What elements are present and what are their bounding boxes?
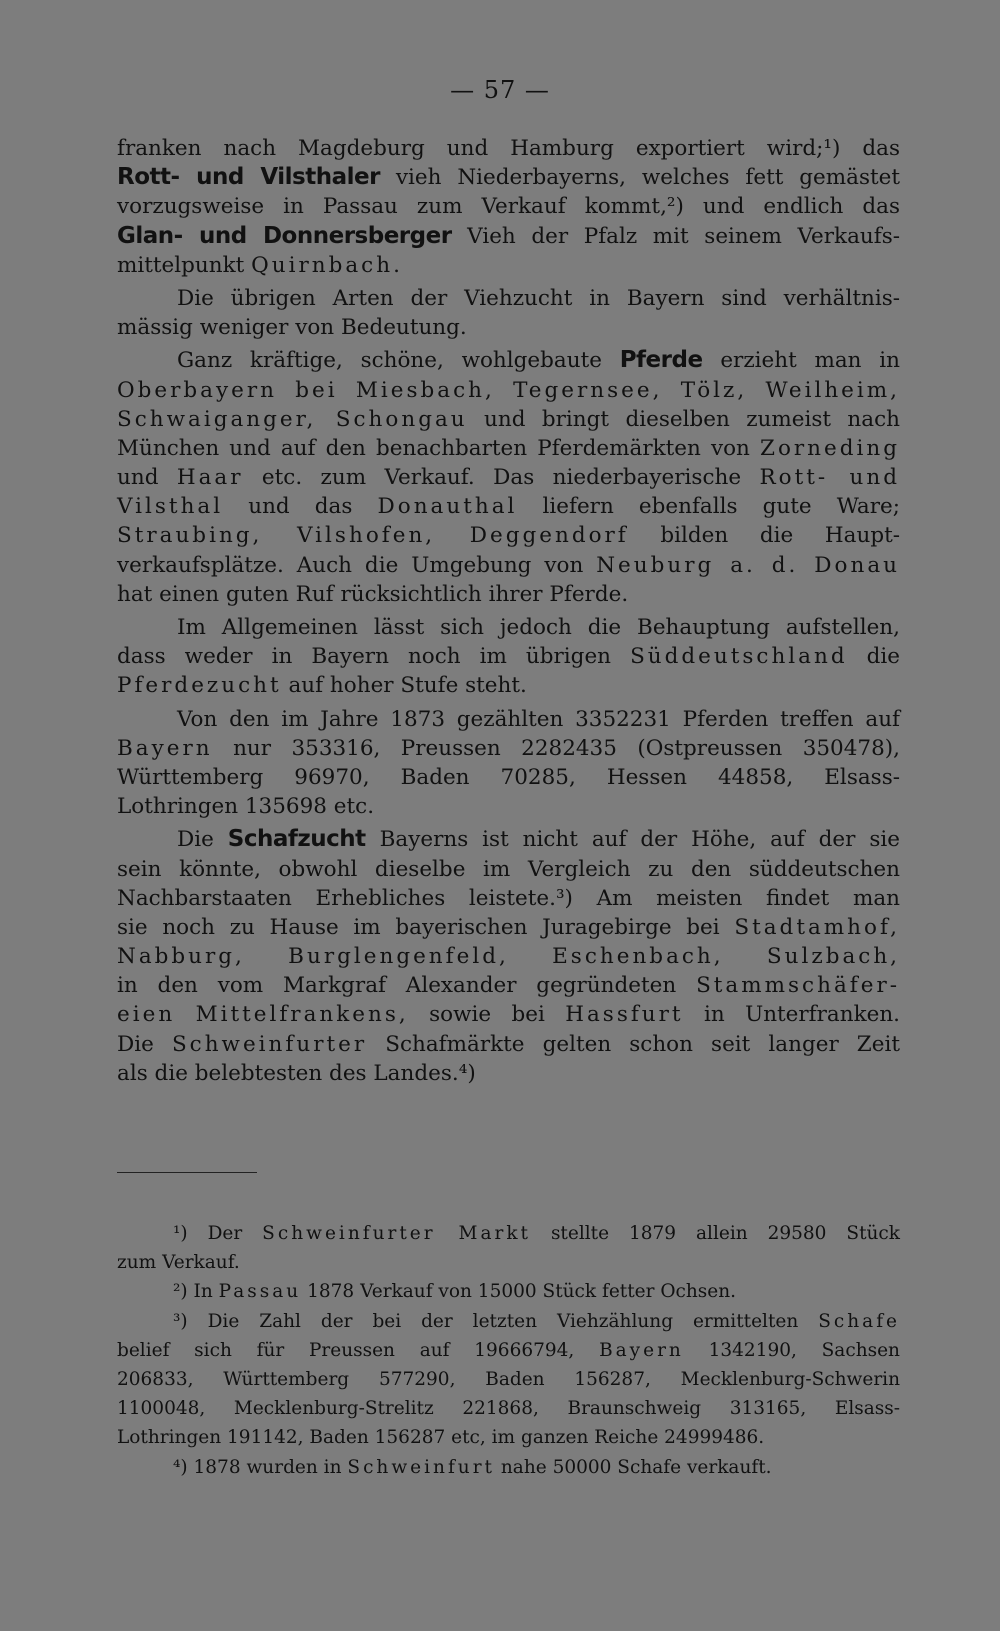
text-line: Im Allgemeinen lässt sich jedoch die Behauptung aufstellen, xyxy=(177,615,900,640)
text-line: mässig weniger von Bedeutung. xyxy=(117,315,467,341)
text-line: mittelpunkt Quirnbach. xyxy=(117,252,403,278)
text-line: sie noch zu Hause im bayerischen Juragebirge bei Stadtamhof, xyxy=(117,914,900,940)
text-line: Von den im Jahre 1873 gezählten 3352231 Pferden treffen auf xyxy=(177,706,900,732)
text-line: franken nach Magdeburg und Hamburg exportiert wird;¹) das xyxy=(117,136,900,161)
text-line: und Haar etc. zum Verkauf. Das niederbayerische Rott- und xyxy=(117,465,900,491)
text-line: Oberbayern bei Miesbach, Tegernsee, Tölz, Weilheim, xyxy=(117,377,900,403)
text-line: Vilsthal und das Donauthal liefern ebenfalls gute Ware; xyxy=(117,494,900,520)
footnotes xyxy=(117,1222,900,1485)
text-line: Nabburg, Burglengenfeld, Eschenbach, Sulzbach, xyxy=(117,944,900,970)
text-line: dass weder in Bayern noch im übrigen Süddeutschland die xyxy=(117,644,901,670)
text-line: Glan- und Donnersberger Vieh der Pfalz mit seinem Verkaufs- xyxy=(117,222,900,249)
page-number: — 57 — xyxy=(450,76,550,104)
text-line: Die Schafzucht Bayerns ist nicht auf der Höhe, auf der sie xyxy=(177,826,900,853)
text-line: Württemberg 96970, Baden 70285, Hessen 44858, Elsass- xyxy=(117,764,900,790)
text-line: sein könnte, obwohl dieselbe im Vergleich zu den süddeutschen xyxy=(117,856,900,882)
text-line: Die Schweinfurter Schafmärkte gelten schon seit langer Zeit xyxy=(117,1031,900,1057)
emphasis-heading: Pferde xyxy=(619,347,703,374)
footnote-line: ³) Die Zahl der bei der letzten Viehzählung ermittelten Schafe xyxy=(173,1310,900,1332)
text-line: München und auf den benachbarten Pferdemärkten von Zorneding xyxy=(117,435,900,461)
text-line: Lothringen 135698 etc. xyxy=(117,794,375,820)
footnote-line: ²) In Passau 1878 Verkauf von 15000 Stück fetter Ochsen. xyxy=(173,1281,737,1303)
text-line: Die übrigen Arten der Viehzucht in Bayern sind verhältnis- xyxy=(177,285,900,311)
text-line: Pferdezucht auf hoher Stufe steht. xyxy=(117,673,527,699)
text-line: verkaufsplätze. Auch die Umgebung von Neuburg a. d. Donau xyxy=(117,552,900,578)
emphasis-heading: Glan- und Donnersberger xyxy=(117,222,452,249)
text-line: Nachbarstaaten Erhebliches leistete.³) Am meisten findet man xyxy=(117,885,900,911)
footnote-divider xyxy=(117,1172,257,1173)
text-line: Schwaiganger, Schongau und bringt dieselben zumeist nach xyxy=(117,406,900,432)
text-line: eien Mittelfrankens, sowie bei Hassfurt in Unterfranken. xyxy=(117,1002,901,1028)
footnote-line: belief sich für Preussen auf 19666794, Bayern 1342190, Sachsen xyxy=(117,1339,900,1361)
footnote-line: Lothringen 191142, Baden 156287 etc, im ganzen Reiche 24999486. xyxy=(117,1427,765,1449)
footnote-line: ⁴) 1878 wurden in Schweinfurt nahe 50000 Schafe verkauft. xyxy=(173,1456,772,1478)
footnote-line: 1100048, Mecklenburg-Strelitz 221868, Braunschweig 313165, Elsass- xyxy=(117,1398,900,1420)
text-line: Bayern nur 353316, Preussen 2282435 (Ostpreussen 350478), xyxy=(117,735,900,761)
text-line: hat einen guten Ruf rücksichtlich ihrer Pferde. xyxy=(117,581,629,607)
text-line: Rott- und Vilsthaler vieh Niederbayerns, welches fett gemästet xyxy=(117,164,901,191)
text-line: als die belebtesten des Landes.⁴) xyxy=(117,1060,476,1086)
text-line: Straubing, Vilshofen, Deggendorf bilden die Haupt- xyxy=(117,523,900,549)
footnote-line: 206833, Württemberg 577290, Baden 156287, Mecklenburg-Schwerin xyxy=(117,1368,900,1390)
text-line: Ganz kräftige, schöne, wohlgebaute Pferde erzieht man in xyxy=(177,347,900,374)
body-text xyxy=(117,134,900,1088)
emphasis-heading: Rott- und Vilsthaler xyxy=(117,164,380,191)
text-line: in den vom Markgraf Alexander gegründeten Stammschäfer- xyxy=(117,973,900,999)
text-line: vorzugsweise in Passau zum Verkauf kommt,²) und endlich das xyxy=(117,194,900,220)
footnote-line: ¹) Der Schweinfurter Markt stellte 1879 allein 29580 Stück xyxy=(173,1223,900,1244)
emphasis-heading: Schafzucht xyxy=(227,826,366,853)
footnote-line: zum Verkauf. xyxy=(117,1252,240,1274)
